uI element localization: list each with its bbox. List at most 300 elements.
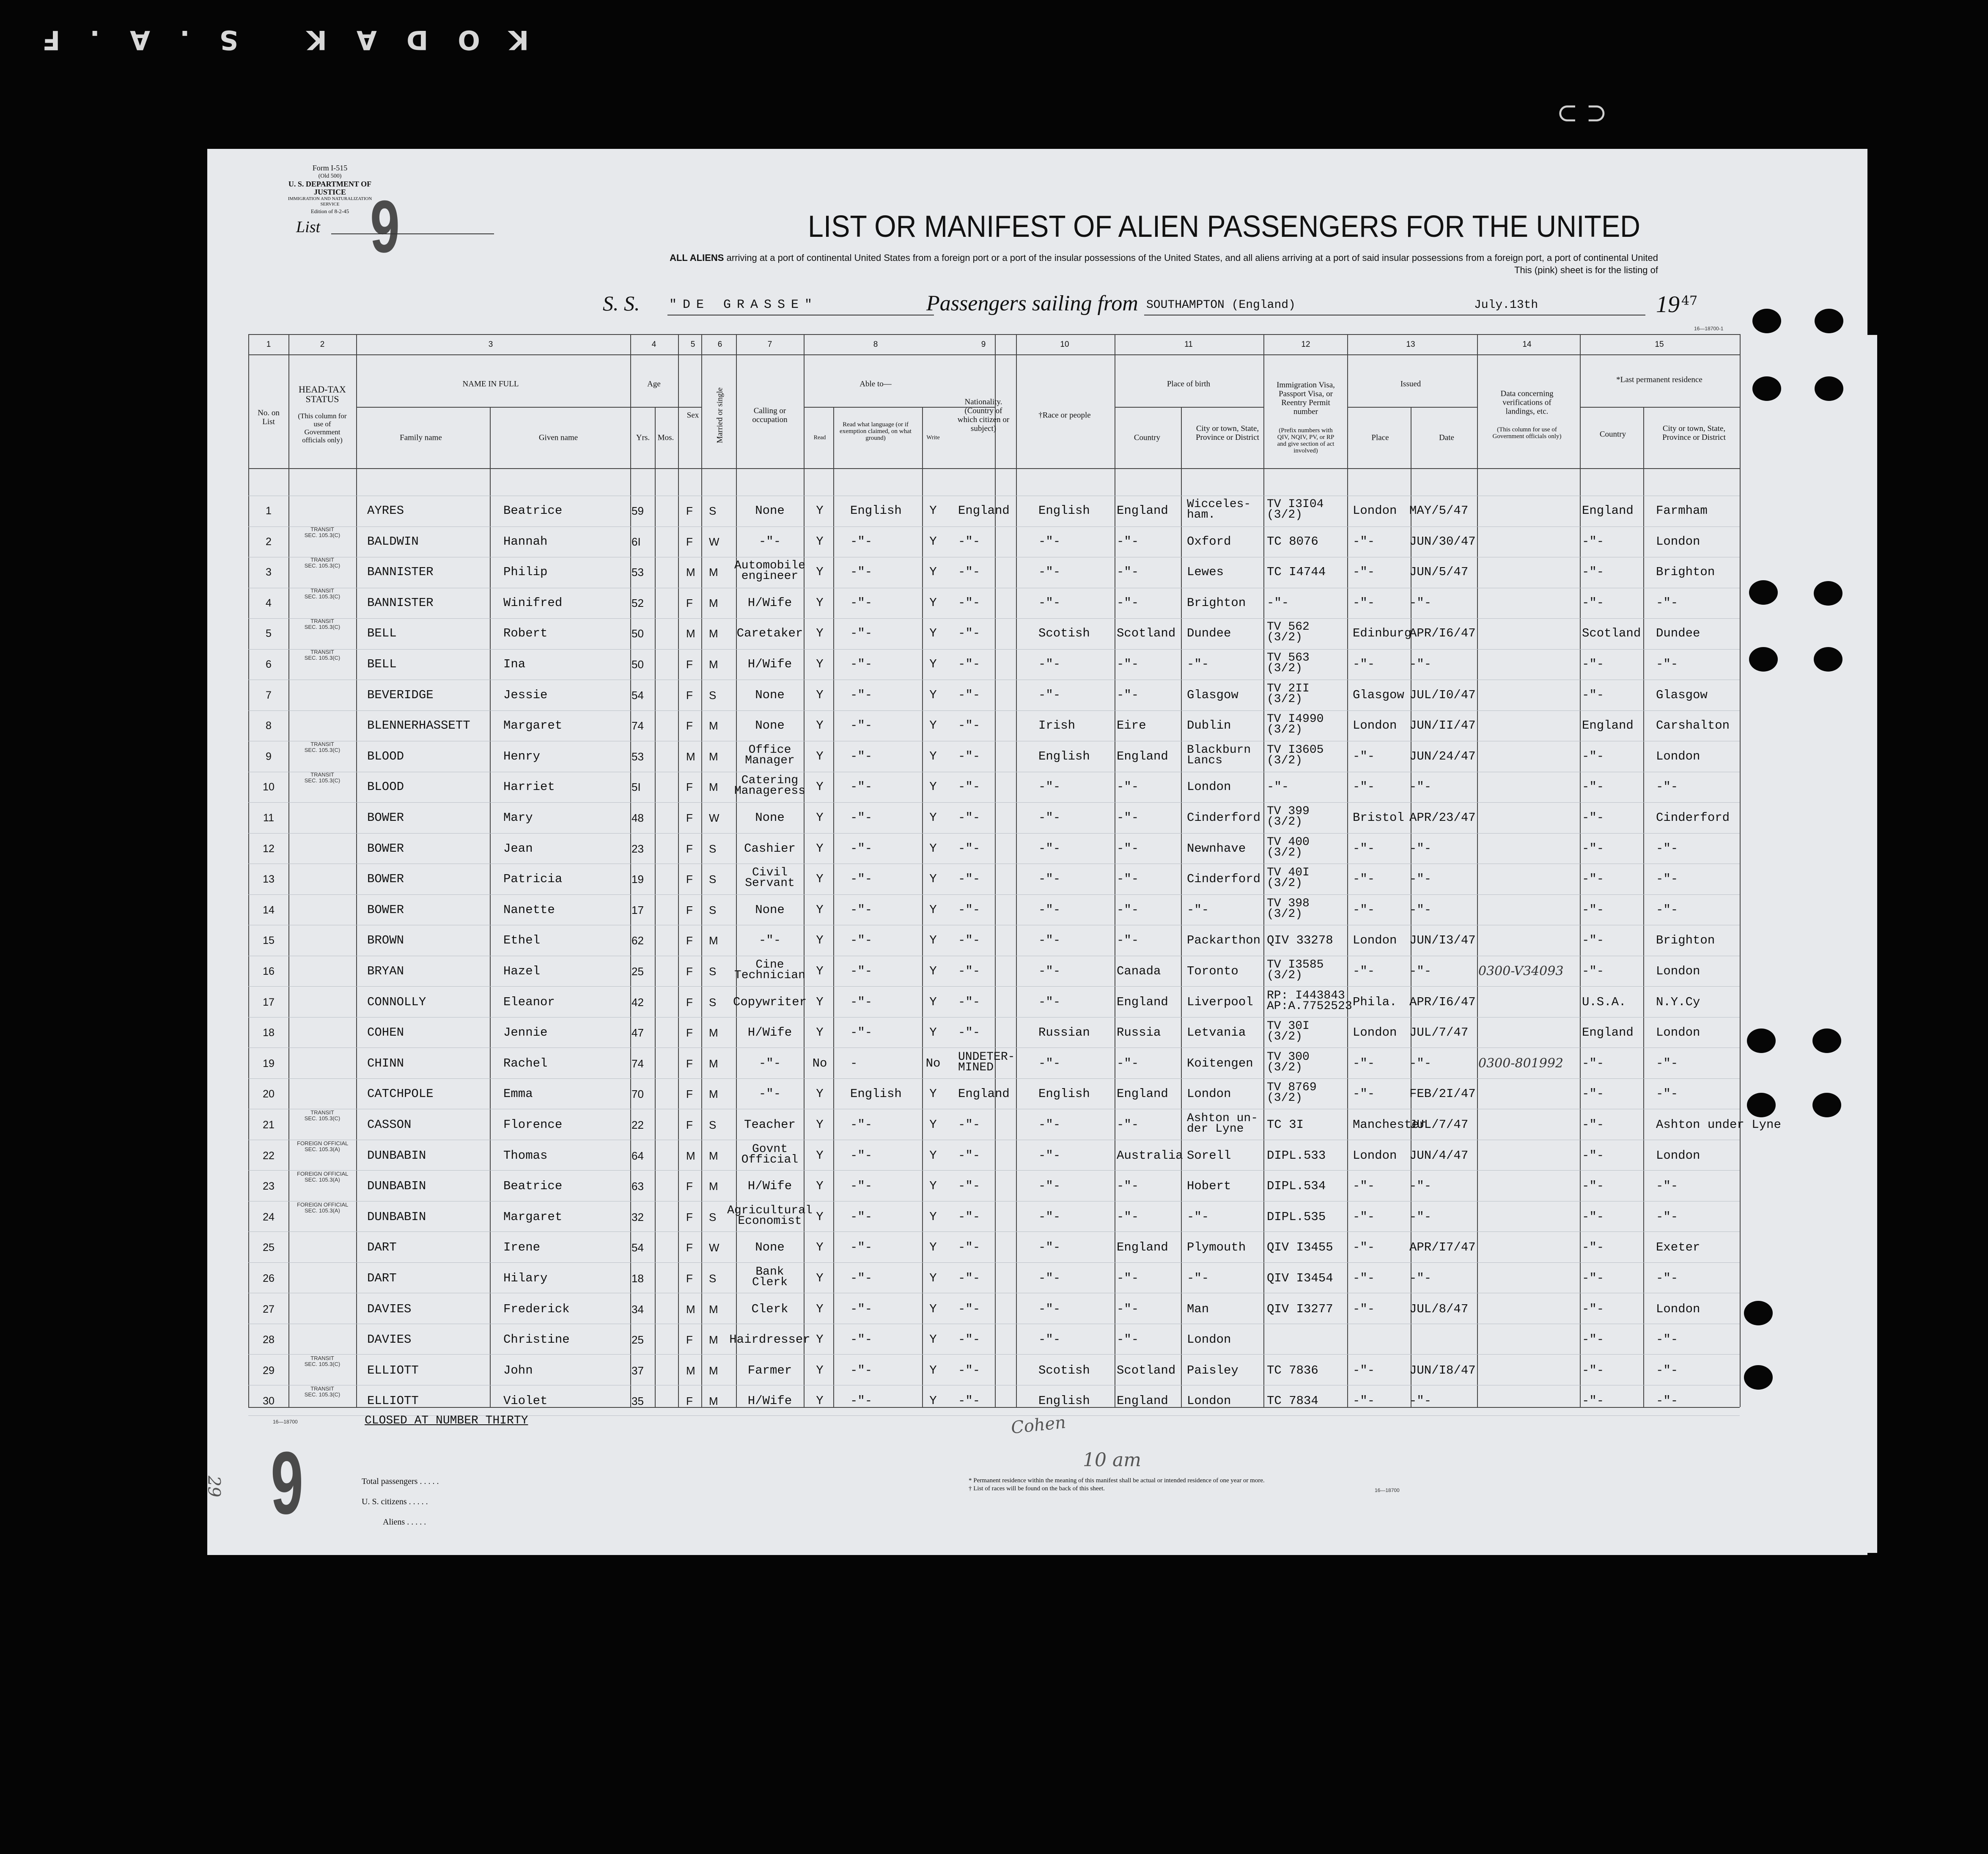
cell-age: 50 [632,658,644,671]
cell-bcity: Liverpool [1187,995,1253,1009]
header-visa-note: (Prefix numbers with QIV, NQIV, PV, or RP and give section of act involved) [1277,427,1334,454]
cell-visa: TC 7834 [1267,1394,1318,1408]
cell-nat: England [958,504,1010,518]
col-num: 9 [981,340,986,349]
cell-rcountry: -"- [1582,1087,1604,1101]
cell-rcountry: -"- [1582,902,1604,917]
cell-write: Y [929,1209,937,1224]
cell-ms: S [709,903,717,916]
cell-bcity: London [1187,1087,1231,1101]
cell-rcountry: -"- [1582,1056,1604,1070]
cell-nat: -"- [958,657,980,671]
cell-lang: -"- [850,933,873,948]
head-tax-stamp: TRANSIT SEC. 105.3(C) [304,526,340,538]
cell-bcountry: England [1117,1087,1168,1101]
cell-bcountry: Australia [1117,1148,1183,1163]
cell-occ: None [755,1240,785,1255]
cell-nat: -"- [958,995,980,1009]
cell-family: BANNISTER [367,565,434,579]
row-guide [248,833,1740,834]
cell-read: Y [816,1148,824,1163]
cell-rcity: London [1656,749,1700,763]
closed-at-number: CLOSED AT NUMBER THIRTY [365,1414,528,1427]
cell-idate: APR/I7/47 [1409,1240,1476,1255]
cell-occ: -"- [758,933,781,948]
cell-given: Winifred [503,595,563,610]
cell-bcity: -"- [1187,657,1209,671]
cell-visa: TV I3585 (3/2) [1267,958,1324,982]
cell-iplace: Manchester [1353,1118,1427,1132]
row-number: 5 [266,628,272,640]
col-num: 15 [1655,340,1664,349]
cell-rcity: Farmham [1656,504,1708,518]
cell-visa: TC 8076 [1267,534,1318,549]
cell-race: -"- [1038,872,1061,886]
cell-read: Y [816,1271,824,1285]
cell-age: 19 [632,873,644,886]
margin-handwriting: 29 [204,1476,224,1497]
cell-rcity: London [1656,534,1700,549]
cell-ms: W [709,812,719,824]
punch-hole [1744,1301,1773,1325]
page-title: LIST OR MANIFEST OF ALIEN PASSENGERS FOR THE UNITED [808,210,1640,244]
cell-sex: F [686,535,693,548]
row-guide [248,1262,1740,1263]
port-of-departure: SOUTHAMPTON (England) [1146,299,1296,312]
cell-visa: TV I4990 (3/2) [1267,713,1324,737]
cell-read: Y [816,688,824,702]
header-mos: Mos. [657,433,674,442]
row-number: 22 [263,1149,275,1162]
cell-age: 52 [632,596,644,609]
cell-family: BALDWIN [367,534,419,549]
department: U. S. DEPARTMENT OF JUSTICE [288,180,372,196]
cell-read: Y [816,595,824,610]
cell-iplace: -"- [1353,780,1375,794]
cell-idate: JUN/4/47 [1409,1148,1469,1163]
cell-rcountry: -"- [1582,595,1604,610]
cell-write: Y [929,902,937,917]
row-guide [248,1354,1740,1355]
cell-race: -"- [1038,902,1061,917]
cell-bcity: Oxford [1187,534,1231,549]
cell-sex: F [686,1210,693,1223]
cell-visa: TV 30I (3/2) [1267,1020,1310,1044]
closed-ref: 16—18700 [273,1419,298,1425]
cell-write: Y [929,565,937,579]
cell-lang: -"- [850,1394,873,1408]
cell-write: Y [929,872,937,886]
column-rule [678,334,679,1407]
cell-race: -"- [1038,1333,1061,1347]
cell-ms: M [709,1303,718,1316]
cell-sex: M [686,1364,695,1377]
cell-bcountry: -"- [1117,1302,1139,1316]
row-number: 13 [263,873,275,886]
cell-family: BOWER [367,902,404,917]
col-num: 2 [320,340,325,349]
header-race: †Race or people [1038,411,1091,420]
cell-sex: F [686,658,693,671]
cell-bcountry: -"- [1117,1333,1139,1347]
cell-sex: M [686,627,695,640]
cell-ms: M [709,781,718,794]
head-tax-stamp: TRANSIT SEC. 105.3(C) [304,557,340,569]
cell-rcity: -"- [1656,595,1678,610]
cell-rcity: Dundee [1656,626,1700,641]
cell-read: Y [816,719,824,733]
cell-rcountry: -"- [1582,841,1604,856]
cell-lang: -"- [850,534,873,549]
cell-visa: TV 40I (3/2) [1267,866,1310,890]
cell-bcountry: -"- [1117,933,1139,948]
cell-lang: -"- [850,995,873,1009]
cell-rcity: Ashton under Lyne [1656,1118,1781,1132]
cell-sex: F [686,842,693,855]
cell-rcountry: -"- [1582,1271,1604,1285]
cell-family: DUNBABIN [367,1209,426,1224]
cell-race: -"- [1038,1056,1061,1070]
cell-nat: -"- [958,811,980,825]
cell-age: 6I [632,535,641,548]
cell-read: No [812,1056,827,1070]
cell-write: Y [929,719,937,733]
cell-nat: -"- [958,1148,980,1163]
row-rule [356,407,701,408]
cell-idate: JUN/30/47 [1409,534,1476,549]
cell-race: -"- [1038,811,1061,825]
cell-bcity: Wicceles- ham. [1187,498,1251,521]
cell-age: 50 [632,627,644,640]
cell-lang: -"- [850,902,873,917]
cell-visa: TV 562 (3/2) [1267,620,1310,645]
col-num: 7 [767,340,772,349]
cell-given: Hannah [503,534,548,549]
cell-ms: S [709,996,717,1009]
cell-idate: MAY/5/47 [1409,504,1469,518]
cell-sex: F [686,996,693,1009]
cell-occ: None [755,902,785,917]
cell-visa: DIPL.534 [1267,1179,1326,1193]
cell-idate: JUN/24/47 [1409,749,1476,763]
cell-race: -"- [1038,995,1061,1009]
cell-ms: M [709,1057,718,1070]
cell-read: Y [816,872,824,886]
cell-race: -"- [1038,780,1061,794]
cell-idate: JUL/8/47 [1409,1302,1469,1316]
cell-rcountry: -"- [1582,749,1604,763]
header-name-in-full: NAME IN FULL [462,379,519,389]
cell-occ: Cine Technician [734,958,806,982]
cell-given: Philip [503,565,548,579]
row-rule [1580,407,1740,408]
cell-ms: M [709,1333,718,1347]
col-num: 5 [690,340,695,349]
cell-occ: None [755,504,785,518]
cell-write: Y [929,995,937,1009]
cell-bcity: -"- [1187,902,1209,917]
cell-family: CONNOLLY [367,995,426,1009]
cell-bcity: Dublin [1187,719,1231,733]
row-number: 30 [263,1395,275,1407]
cell-family: CHINN [367,1056,404,1070]
cell-nat: England [958,1087,1010,1101]
row-number: 27 [263,1303,275,1315]
cell-nat: -"- [958,933,980,948]
cell-family: BLENNERHASSETT [367,719,470,733]
cell-visa: RP: I443843 AP:A.7752523 [1267,989,1352,1013]
cell-rcity: London [1656,964,1700,978]
col-num: 3 [488,340,493,349]
cell-read: Y [816,1087,824,1101]
cell-rcountry: -"- [1582,872,1604,886]
punch-hole [1812,1028,1841,1053]
cell-read: Y [816,1240,824,1255]
cell-given: Violet [503,1394,548,1408]
cell-nat: -"- [958,719,980,733]
cell-write: Y [929,688,937,702]
cell-visa: TV 300 (3/2) [1267,1050,1310,1074]
cell-ms: M [709,750,718,763]
col-num: 14 [1522,340,1532,349]
cell-nat: -"- [958,565,980,579]
cell-write: Y [929,1271,937,1285]
cell-sex: F [686,1180,693,1193]
cell-sex: F [686,1241,693,1254]
cell-race: -"- [1038,657,1061,671]
cell-write: Y [929,933,937,948]
column-rule [248,334,249,1407]
column-rule [1580,334,1581,1407]
row-number: 1 [266,505,272,517]
cell-sex: M [686,750,695,763]
footer-list-number: 9 [271,1433,304,1533]
header-last-residence: *Last permanent residence [1616,375,1702,384]
head-tax-stamp: FOREIGN OFFICIAL SEC. 105.3(A) [297,1201,349,1214]
cell-rcity: -"- [1656,1394,1678,1408]
cell-rcountry: -"- [1582,1118,1604,1132]
cell-ms: M [709,596,718,609]
cell-read: Y [816,811,824,825]
head-tax-stamp: TRANSIT SEC. 105.3(C) [304,587,340,600]
punch-hole [1814,581,1842,606]
cell-iplace: -"- [1353,1179,1375,1193]
row-guide [248,1078,1740,1079]
cell-given: Margaret [503,719,563,733]
cell-race: -"- [1038,688,1061,702]
cell-iplace: -"- [1353,1271,1375,1285]
column-rule [1347,334,1348,1407]
cell-read: Y [816,534,824,549]
cell-rcountry: England [1582,1026,1634,1040]
cell-visa: TV 400 (3/2) [1267,835,1310,859]
cell-idate: APR/I6/47 [1409,626,1476,641]
cell-occ: None [755,688,785,702]
cell-bcountry: Canada [1117,964,1161,978]
cell-nat: -"- [958,1394,980,1408]
cell-visa: QIV I3454 [1267,1271,1333,1285]
cell-idate: APR/23/47 [1409,811,1476,825]
cell-visa: -"- [1267,780,1289,794]
cell-write: Y [929,1148,937,1163]
cell-occ: Copywriter [733,995,807,1009]
cell-family: BLOOD [367,780,404,794]
cell-write: Y [929,749,937,763]
form-old-number: (Old 500) [318,173,342,179]
cell-iplace: -"- [1353,1209,1375,1224]
cell-sex: M [686,1303,695,1316]
cell-rcity: -"- [1656,1209,1678,1224]
cell-iplace: London [1353,719,1397,733]
cell-given: Ethel [503,933,541,948]
cell-idate: APR/I6/47 [1409,995,1476,1009]
cell-bcity: Ashton un- der Lyne [1187,1112,1258,1135]
col-num: 1 [266,340,271,349]
cell-given: Harriet [503,780,555,794]
cell-family: BRYAN [367,964,404,978]
cell-read: Y [816,1363,824,1377]
cell-occ: H/Wife [747,1179,792,1193]
cell-ms: M [709,627,718,640]
cell-family: DUNBABIN [367,1148,426,1163]
cell-occ: Automobile engineer [734,559,806,583]
cell-rcountry: -"- [1582,933,1604,948]
cell-rcity: -"- [1656,1271,1678,1285]
header-data-note: (This column for use of Government officials only) [1492,426,1562,440]
column-rule [995,334,996,1407]
cell-iplace: -"- [1353,534,1375,549]
cell-race: -"- [1038,565,1061,579]
cell-bcountry: -"- [1117,1271,1139,1285]
cell-rcountry: -"- [1582,1363,1604,1377]
cell-write: Y [929,1118,937,1132]
cell-bcountry: -"- [1117,1118,1139,1132]
head-tax-stamp: TRANSIT SEC. 105.3(C) [304,649,340,661]
cell-family: BELL [367,626,397,641]
cell-read: Y [816,933,824,948]
header-birth-city: City or town, State, Province or District [1196,424,1259,442]
header-no-on-list: No. on List [258,409,280,426]
footnotes [969,1477,1265,1493]
column-rule [1016,334,1017,1407]
cell-ms: M [709,1149,718,1162]
cell-sex: F [686,1395,693,1408]
cell-age: 63 [632,1180,644,1193]
cell-ms: S [709,873,717,886]
row-rule [1115,407,1263,408]
cell-bcity: London [1187,1394,1231,1408]
cell-nat: -"- [958,841,980,856]
cell-bcountry: -"- [1117,811,1139,825]
cell-iplace: London [1353,504,1397,518]
cell-age: 74 [632,1057,644,1070]
cell-nat: -"- [958,534,980,549]
cell-rcity: N.Y.Cy [1656,995,1700,1009]
cell-age: 64 [632,1149,644,1162]
cell-write: Y [929,657,937,671]
cell-read: Y [816,902,824,917]
column-rule [736,334,737,1407]
cell-nat: -"- [958,1363,980,1377]
cell-read: Y [816,1026,824,1040]
cell-iplace: -"- [1353,1240,1375,1255]
row-guide [248,1017,1740,1018]
cell-ms: W [709,535,719,548]
cell-given: Ina [503,657,526,671]
cell-rcity: -"- [1656,1363,1678,1377]
row-number: 28 [263,1334,275,1346]
cell-occ: Caretaker [736,626,803,641]
cell-nat: UNDETER- MINED [958,1050,1015,1074]
cell-lang: English [850,504,902,518]
cell-bcity: Cinderford [1187,811,1261,825]
cell-sex: F [686,1088,693,1101]
cell-rcountry: -"- [1582,1302,1604,1316]
cell-bcountry: England [1117,1394,1168,1408]
cell-given: Rachel [503,1056,548,1070]
cell-read: Y [816,565,824,579]
cell-nat: -"- [958,1240,980,1255]
cell-rcountry: -"- [1582,534,1604,549]
row-guide [248,710,1740,711]
cell-occ: H/Wife [747,595,792,610]
cell-rcity: -"- [1656,902,1678,917]
cell-race: -"- [1038,1209,1061,1224]
cell-occ: Civil Servant [745,866,795,890]
cell-write: Y [929,595,937,610]
cell-bcity: Toronto [1187,964,1238,978]
cell-sex: F [686,719,693,732]
cell-family: AYRES [367,504,404,518]
cell-rcity: Cinderford [1656,811,1730,825]
cell-idate: JUL/7/47 [1409,1026,1469,1040]
cell-lang: -"- [850,872,873,886]
cell-age: 53 [632,750,644,763]
cell-write: Y [929,780,937,794]
cell-occ: None [755,719,785,733]
cell-age: 23 [632,842,644,855]
punch-hole [1744,1365,1773,1390]
cell-read: Y [816,1333,824,1347]
cell-race: Scotish [1038,1363,1090,1377]
cell-read: Y [816,626,824,641]
punch-hole [1752,376,1781,401]
cell-race: English [1038,1087,1090,1101]
cell-given: Jessie [503,688,548,702]
cell-rcountry: -"- [1582,1333,1604,1347]
cell-iplace: -"- [1353,1302,1375,1316]
cell-race: -"- [1038,1118,1061,1132]
cell-nat: -"- [958,902,980,917]
cell-bcity: Newnhave [1187,841,1246,856]
cell-idate: JUN/I3/47 [1409,933,1476,948]
cell-rcity: -"- [1656,657,1678,671]
cell-bcity: Packarthon [1187,933,1261,948]
service: IMMIGRATION AND NATURALIZATION SERVICE [288,196,372,207]
row-number: 21 [263,1119,275,1131]
row-guide [248,649,1740,650]
cell-given: Beatrice [503,504,563,518]
row-number: 17 [263,996,275,1008]
row-number: 12 [263,842,275,855]
col-num: 8 [873,340,878,349]
manifest-sheet [204,149,1867,1555]
cell-rcity: Brighton [1656,933,1715,948]
cell-sex: F [686,596,693,609]
cell-sex: F [686,1272,693,1285]
header-head-tax-note: (This column for use of Government officials only) [298,412,347,444]
header-given-name: Given name [538,433,578,442]
